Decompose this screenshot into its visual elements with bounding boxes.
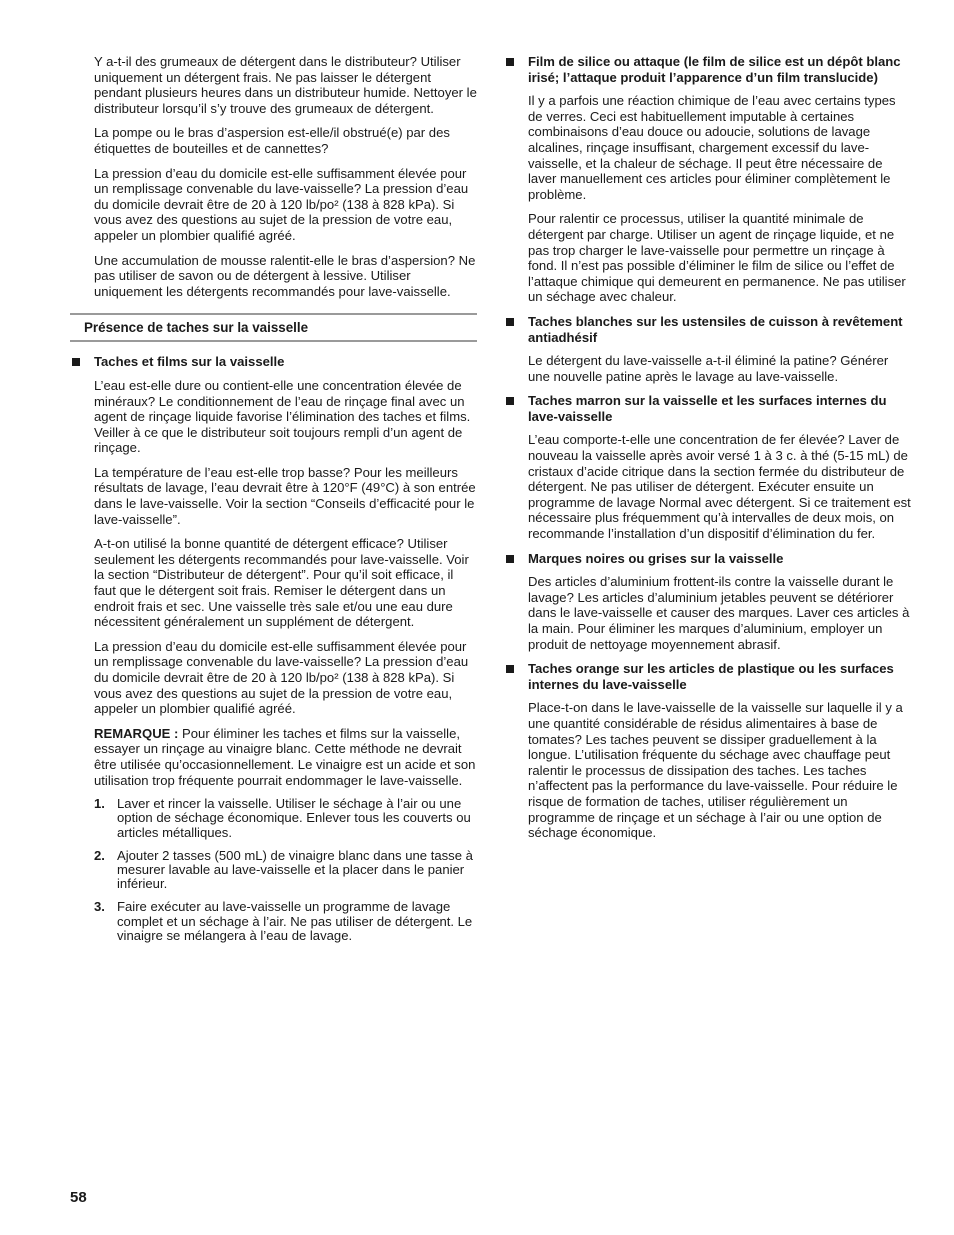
step-number: 2.: [94, 847, 105, 863]
step-item: [94, 797, 477, 840]
bullet-paragraph-2: La température de l’eau est-elle trop basse? Pour les meilleurs résultats de lavage, l’eau devrait être à 120°F (49°C) à son entrée dans le lave-vaisselle. Voir la section “Conseils d’efficacité pour le lave-vaisselle”.: [94, 464, 476, 527]
bullet-heading: [506, 661, 911, 692]
bullet-heading: [72, 354, 477, 370]
item-paragraph: Pour ralentir ce processus, utiliser la quantité minimale de détergent par charge. Utiliser un agent de rinçage liquide, et ne pas trop charger le lave-vaisselle pour permettre un rinçage à fond. Il n’est pas possible d’éliminer le film de silice ou l’effet de l’attaque chimique qui demeurent en permanence. Ne pas utiliser un séchage avec chaleur.: [528, 211, 906, 305]
bullet-heading-text: Taches blanches sur les ustensiles de cuisson à revêtement antiadhésif: [528, 313, 903, 345]
steps-list: [94, 797, 477, 943]
bullet-heading-text: Taches marron sur la vaisselle et les surfaces internes du lave-vaisselle: [528, 393, 887, 424]
right-column: [506, 54, 911, 850]
square-bullet-icon: [506, 58, 514, 66]
remark-paragraph: [94, 726, 477, 788]
square-bullet-icon: [506, 397, 514, 405]
bullet-heading-text: Film de silice ou attaque (le film de silice est un dépôt blanc irisé; l’attaque produit l’apparence d’un film translucide): [528, 54, 901, 85]
intro-paragraph-2: La pompe ou le bras d’aspersion est-elle/il obstrué(e) par des étiquettes de bouteilles et de cannettes?: [94, 125, 450, 156]
left-column: [84, 54, 477, 952]
bullet-heading: [506, 393, 911, 424]
square-bullet-icon: [506, 665, 514, 673]
bullet-heading: [506, 551, 911, 567]
page-number: 58: [70, 1189, 87, 1206]
item-paragraph: L’eau comporte-t-elle une concentration de fer élevée? Laver de nouveau la vaisselle après avoir versé 1 à 3 c. à thé (5-15 mL) de cristaux d’acide citrique dans la section fermée du distributeur de détergent. Ne pas utiliser de détergent. Exécuter ensuite un programme de lavage Normal avec détergent. Si ce traitement est nécessaire plus fréquemment qu’à intervalles de deux mois, on recommande l’installation d’un dispositif d’élimination du fer.: [528, 432, 911, 542]
item-paragraph: Le détergent du lave-vaisselle a-t-il éliminé la patine? Générer une nouvelle patine après le lavage au lave-vaisselle.: [528, 353, 889, 384]
bullet-heading-text: Taches et films sur la vaisselle: [94, 354, 285, 370]
bullet-paragraph-4: La pression d’eau du domicile est-elle suffisamment élevée pour un remplissage convenable du lave-vaisselle? La pression d’eau du domicile devrait être de 20 à 120 lb/po² (138 à 828 kPa). Si vous avez des questions au sujet de la pression de votre eau, appeler un plombier qualifié agréé.: [94, 638, 469, 717]
intro-paragraph-4: Une accumulation de mousse ralentit-elle le bras d’aspersion? Ne pas utiliser de savon ou de détergent à lessive. Utiliser uniquement les détergents recommandés pour lave-vaisselle.: [94, 252, 476, 299]
bullet-heading-text: Taches orange sur les articles de plastique ou les surfaces internes du lave-vaisselle: [528, 661, 894, 692]
square-bullet-icon: [506, 555, 514, 563]
step-text: Faire exécuter au lave-vaisselle un programme de lavage complet et un séchage à l’air. Ne pas utiliser de détergent. Le vinaigre se mélangera à l’eau de lavage.: [117, 899, 473, 943]
intro-paragraph-1: Y a-t-il des grumeaux de détergent dans le distributeur? Utiliser uniquement un détergent frais. Ne pas laisser le détergent pendant plusieurs heures dans un distributeur humide. Nettoyer le distributeur lorsqu’il s’y trouve des grumeaux de détergent.: [94, 54, 477, 116]
remark-label: REMARQUE :: [94, 725, 179, 741]
bullet-heading: [506, 314, 911, 345]
bullet-heading: [506, 54, 911, 85]
item-paragraph: Des articles d’aluminium frottent-ils contre la vaisselle durant le lavage? Les articles d’aluminium jetables peuvent se détériorer dans le lave-vaisselle et causer des marques. Laver ces articles à la main. Pour éliminer les marques d’aluminium, employer un produit de nettoyage moyennement abrasif.: [528, 574, 910, 652]
step-number: 3.: [94, 899, 105, 915]
section-title: Présence de taches sur la vaisselle: [70, 313, 477, 342]
step-text: Ajouter 2 tasses (500 mL) de vinaigre blanc dans une tasse à mesurer lavable au lave-vaisselle et la placer dans le panier inférieur.: [117, 847, 473, 892]
item-paragraph: Il y a parfois une réaction chimique de l’eau avec certains types de verres. Ceci est habituellement imputable à certaines combinaisons d’eau douce ou adoucie, solutions de lavage alcalines, rinçage insuffisant, chargement excessif du lave-vaisselle, et la chaleur de séchage. Il peut être nécessaire de laver manuellement ces articles pour éliminer complètement le problème.: [528, 93, 896, 202]
bullet-heading-text: Marques noires ou grises sur la vaisselle: [528, 550, 784, 566]
item-paragraph: Place-t-on dans le lave-vaisselle de la vaisselle sur laquelle il y a une quantité considérable de résidus alimentaires à base de tomates? Les taches peuvent se dissiper graduellement à la longue. L’utilisation fréquente du séchage avec chauffage peut ralentir le processus de dissipation des taches. Les taches n’affectent pas la performance du lave-vaisselle. Pour réduire le risque de formation de taches, utiliser régulièrement un programme de rinçage et un séchage à l’air ou une option de séchage économique.: [528, 700, 903, 841]
bullet-paragraph-3: A-t-on utilisé la bonne quantité de détergent efficace? Utiliser seulement les détergents recommandés pour lave-vaisselle. Voir la section “Distributeur de détergent”. Pour qu’il soit efficace, il faut que le détergent soit frais. Remiser le détergent dans un endroit frais et sec. Une vaisselle très sale et/ou une eau dure nécessitent généralement un supplément de détergent.: [94, 536, 469, 630]
intro-paragraph-3: La pression d’eau du domicile est-elle suffisamment élevée pour un remplissage convenable du lave-vaisselle? La pression d’eau du domicile devrait être de 20 à 120 lb/po² (138 à 828 kPa). Si vous avez des questions au sujet de la pression de votre eau, appeler un plombier qualifié agréé.: [94, 165, 469, 243]
step-number: 1.: [94, 796, 105, 812]
square-bullet-icon: [72, 358, 80, 366]
step-item: [94, 900, 477, 943]
bullet-paragraph-1: L’eau est-elle dure ou contient-elle une concentration élevée de minéraux? Le conditionnement de l’eau de rinçage final avec un agent de rinçage liquide favorise l’élimination des taches et films. Veiller à ce que le distributeur soit toujours rempli d’un agent de rinçage.: [94, 377, 471, 456]
remark-text: Pour éliminer les taches et films sur la vaisselle, essayer un rinçage au vinaigre blanc. Cette méthode ne devrait être utilisée qu’occasionnellement. Le vinaigre est un acide et son utilisation trop fréquente pourrait endommager le lave-vaisselle.: [94, 725, 476, 788]
square-bullet-icon: [506, 318, 514, 326]
step-text: Laver et rincer la vaisselle. Utiliser le séchage à l’air ou une option de séchage économique. Enlever tous les couverts ou articles métalliques.: [117, 796, 471, 840]
step-item: [94, 849, 477, 892]
